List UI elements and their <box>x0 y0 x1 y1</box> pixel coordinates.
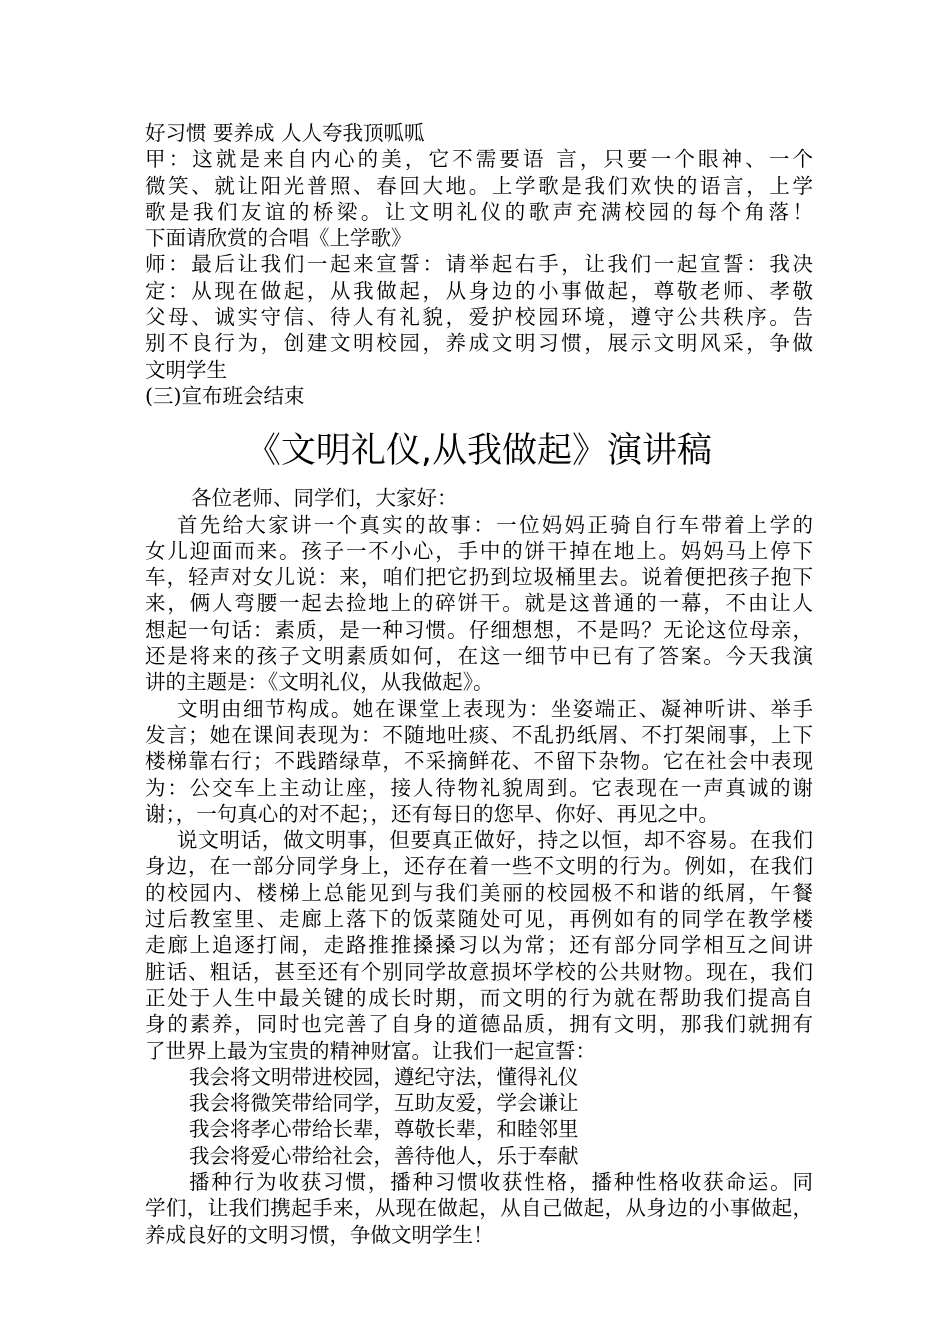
text-line: 脏话、粗话，甚至还有个别同学故意损坏学校的公共财物。现在，我们 <box>145 959 813 984</box>
speech-body <box>145 485 813 1248</box>
text-line: 女儿迎面而来。孩子一不小心，手中的饼干掉在地上。妈妈马上停下 <box>145 538 813 563</box>
text-line: 好习惯 要养成 人人夸我顶呱呱 <box>145 121 425 145</box>
text-line: 过后教室里、走廊上落下的饭菜随处可见，再例如有的同学在教学楼 <box>145 907 813 932</box>
text-line: 发言；她在课间表现为：不随地吐痰、不乱扔纸屑、不打架闹事，上下 <box>145 722 813 747</box>
speech-greeting: 各位老师、同学们，大家好： <box>191 486 458 511</box>
text-line: 来，俩人弯腰一起去捡地上的碎饼干。就是这普通的一幕，不由让人 <box>145 591 813 616</box>
text-line: 文明学生 <box>145 357 227 382</box>
text-line: 微笑、就让阳光普照、春回大地。上学歌是我们欢快的语言，上学 <box>145 173 813 198</box>
class-meeting-script <box>145 120 813 409</box>
text-line: 车，轻声对女儿说：来，咱们把它扔到垃圾桶里去。说着便把孩子抱下 <box>145 565 813 590</box>
text-line: 的校园内、楼梯上总能见到与我们美丽的校园极不和谐的纸屑，午餐 <box>145 880 813 905</box>
text-line: 走廊上追逐打闹，走路推推搡搡习以为常；还有部分同学相互之间讲 <box>145 933 813 958</box>
text-line: 歌是我们友谊的桥梁。让文明礼仪的歌声充满校园的每个角落！ <box>145 199 813 224</box>
text-line: 想起一句话：素质，是一种习惯。仔细想想，不是吗？无论这位母亲， <box>145 617 813 642</box>
text-line: 学们，让我们携起手来，从现在做起，从自己做起，从身边的小事做起， <box>145 1196 813 1221</box>
text-line: 为：公交车上主动让座，接人待物礼貌周到。它表现在一声真诚的谢 <box>145 775 813 800</box>
text-line: 下面请欣赏的合唱《上学歌》 <box>145 226 412 251</box>
text-line: 播种行为收获习惯，播种习惯收获性格，播种性格收获命运。同 <box>189 1169 813 1194</box>
text-line: 甲：这就是来自内心的美，它不需要语 言，只要一个眼神、一个 <box>145 147 813 172</box>
text-line: 说文明话，做文明事，但要真正做好，持之以恒，却不容易。在我们 <box>177 828 813 853</box>
pledge-item: 我会将爱心带给社会，善待他人，乐于奉献 <box>189 1143 579 1168</box>
text-line: 文明由细节构成。她在课堂上表现为：坐姿端正、凝神听讲、举手 <box>177 696 813 721</box>
text-line: 正处于人生中最关键的成长时期，而文明的行为就在帮助我们提高自 <box>145 985 813 1010</box>
text-line: 父母、诚实守信、待人有礼貌，爱护校园环境，遵守公共秩序。告 <box>145 305 813 330</box>
text-line: 师：最后让我们一起来宣誓：请举起右手，让我们一起宣誓：我决 <box>145 252 813 277</box>
speech-title: 《文明礼仪,从我做起》演讲稿 <box>245 431 713 472</box>
pledge-item: 我会将文明带进校园，遵纪守法，懂得礼仪 <box>189 1064 579 1089</box>
text-line: 首先给大家讲一个真实的故事：一位妈妈正骑自行车带着上学的 <box>177 512 813 537</box>
text-line: 别不良行为，创建文明校园，养成文明习惯，展示文明风采，争做 <box>145 331 813 356</box>
paragraph-behaviors <box>145 827 813 1064</box>
text-line: 还是将来的孩子文明素质如何，在这一细节中已有了答案。今天我演 <box>145 644 813 669</box>
text-line: 谢；，一句真心的对不起；，还有每日的您早、你好、再见之中。 <box>145 801 719 826</box>
paragraph-story <box>145 512 813 696</box>
text-line: 楼梯靠右行；不践踏绿草，不采摘鲜花、不留下杂物。它在社会中表现 <box>145 749 813 774</box>
paragraph-details <box>145 696 813 827</box>
pledge-item: 我会将微笑带给同学，互助友爱，学会谦让 <box>189 1091 579 1116</box>
text-line: (三)宣布班会结束 <box>145 383 305 408</box>
text-line: 养成良好的文明习惯，争做文明学生！ <box>145 1222 494 1247</box>
pledge-list <box>145 1064 813 1169</box>
text-line: 身的素养，同时也完善了自身的道德品质，拥有文明，那我们就拥有 <box>145 1012 813 1037</box>
text-line: 讲的主题是：《文明礼仪，从我做起》。 <box>145 670 494 695</box>
paragraph-closing <box>145 1169 813 1248</box>
text-line: 了世界上最为宝贵的精神财富。让我们一起宣誓： <box>145 1038 596 1063</box>
text-line: 身边，在一部分同学身上，还存在着一些不文明的行为。例如，在我们 <box>145 854 813 879</box>
pledge-item: 我会将孝心带给长辈，尊敬长辈，和睦邻里 <box>189 1117 579 1142</box>
document-page <box>145 120 813 1248</box>
text-line: 定：从现在做起，从我做起，从身边的小事做起，尊敬老师、孝敬 <box>145 278 813 303</box>
